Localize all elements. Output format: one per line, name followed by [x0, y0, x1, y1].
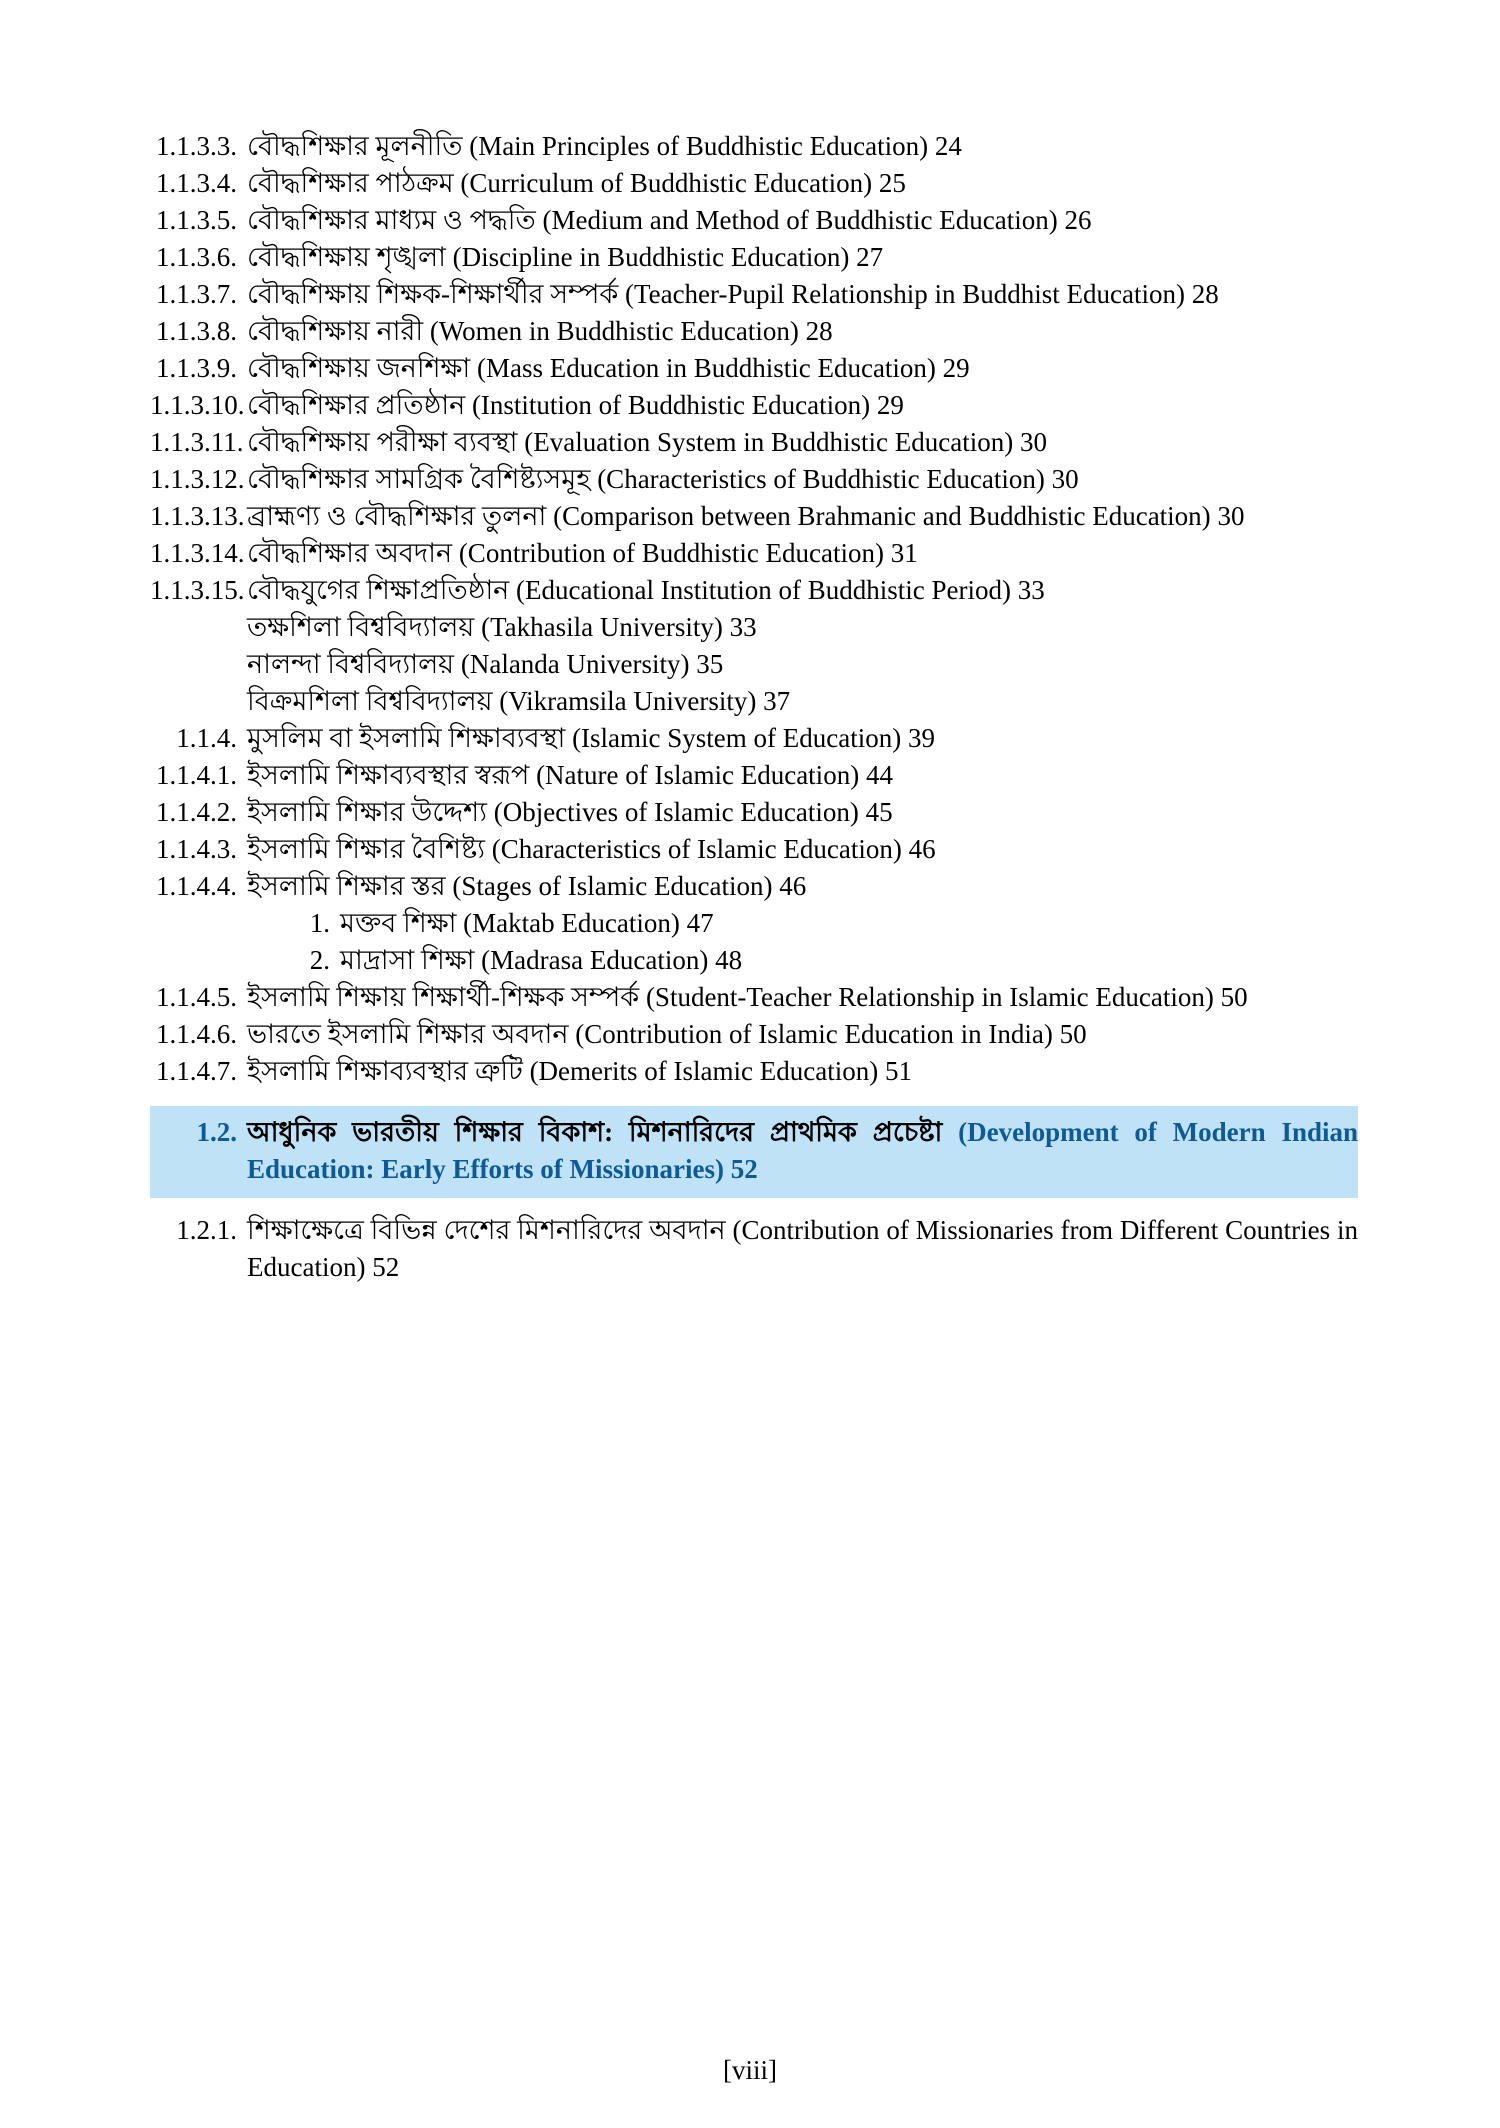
- toc-entry-page-ref: 29: [935, 352, 970, 383]
- toc-entry-number: 1.1.3.3.: [156, 131, 237, 161]
- toc-entry: [150, 683, 1358, 720]
- toc-entry-title-english: (Stages of Islamic Education): [445, 870, 773, 901]
- toc-entry-page-ref: 52: [723, 1153, 758, 1184]
- toc-entry-page-ref: 50: [1213, 981, 1248, 1012]
- toc-entry-number: 1.1.4.4.: [156, 870, 237, 901]
- toc-entry-title-bengali: বৌদ্ধশিক্ষার সামগ্রিক বৈশিষ্ট্যসমূহ: [247, 463, 591, 494]
- toc-entry-title-bengali: বৌদ্ধশিক্ষায় শিক্ষক-শিক্ষার্থীর সম্পর্ক: [247, 278, 619, 309]
- toc-entry-page-ref: 35: [689, 648, 724, 679]
- toc-entry: [150, 572, 1358, 609]
- toc-entry-number: 1.2.: [196, 1116, 237, 1147]
- toc-entry: [150, 202, 1358, 239]
- toc-entry-title-bengali: ভারতে ইসলামি শিক্ষার অবদান: [247, 1018, 569, 1049]
- toc-entry-page-ref: 31: [884, 537, 918, 568]
- toc-entry-title-bengali: বৌদ্ধযুগের শিক্ষাপ্রতিষ্ঠান: [247, 574, 510, 605]
- toc-entry: [150, 1016, 1358, 1053]
- toc-entry-title-bengali: বৌদ্ধশিক্ষায় নারী: [247, 315, 424, 346]
- toc-entry-title-bengali: বৌদ্ধশিক্ষার পাঠক্রম: [247, 167, 454, 198]
- toc-entry-title-english: (Contribution of Missionaries from Different Countries in Education): [247, 1214, 1358, 1282]
- toc-entry-number: 1.1.4.6.: [156, 1018, 237, 1049]
- toc-entry: [150, 350, 1358, 387]
- toc-entry: [150, 128, 1358, 165]
- toc-entry-title-bengali: মুসলিম বা ইসলামি শিক্ষাব্যবস্থা: [247, 722, 566, 753]
- toc-entry-title-bengali: ব্রাহ্মণ্য ও বৌদ্ধশিক্ষার তুলনা: [247, 500, 547, 531]
- toc-entry: [150, 794, 1358, 831]
- toc-entry-title-bengali: বৌদ্ধশিক্ষার মূলনীতি: [247, 131, 463, 161]
- toc-entry-title-english: (Nalanda University): [454, 648, 690, 679]
- toc-entry-page-ref: 24: [928, 131, 962, 161]
- toc-entry-title-english: (Vikramsila University): [492, 685, 757, 716]
- toc-entry: [150, 165, 1358, 202]
- toc-entry-page-ref: 52: [365, 1251, 400, 1282]
- page-number-footer: [viii]: [723, 2055, 777, 2085]
- toc-entry-title-bengali: বৌদ্ধশিক্ষায় শৃঙ্খলা: [247, 241, 446, 272]
- toc-entry-number: 1.1.4.7.: [156, 1055, 237, 1086]
- toc-entry: [150, 313, 1358, 350]
- toc-entry-title-english: (Evaluation System in Buddhistic Education): [517, 426, 1014, 457]
- toc-entry-title-bengali: শিক্ষাক্ষেত্রে বিভিন্ন দেশের মিশনারিদের অবদান: [247, 1214, 726, 1245]
- toc-entry-page-ref: 33: [1010, 574, 1045, 605]
- toc-entry: [150, 609, 1358, 646]
- toc-entry-title-english: (Characteristics of Islamic Education): [484, 833, 902, 864]
- toc-entry-title-english: (Objectives of Islamic Education): [486, 796, 859, 827]
- toc-entry-title-bengali: বিক্রমশিলা বিশ্ববিদ্যালয়: [247, 685, 493, 716]
- toc-entry-title-english: (Madrasa Education): [474, 944, 709, 975]
- toc-entry-number: 1.1.3.4.: [156, 167, 237, 198]
- toc-entry: [150, 1053, 1358, 1090]
- toc-entry-number: 1.1.3.13.: [150, 500, 245, 531]
- toc-entry-page-ref: 30: [1044, 463, 1079, 494]
- toc-entry-number: 1.1.3.7.: [156, 278, 237, 309]
- toc-entry: [150, 942, 1358, 979]
- toc-entry-number: 1.1.3.6.: [156, 241, 237, 272]
- toc-entry: [150, 239, 1358, 276]
- toc-entry-title-english: (Contribution of Buddhistic Education): [452, 537, 885, 568]
- toc-entry-title-english: (Demerits of Islamic Education): [522, 1055, 879, 1086]
- toc-entry-number: 1.1.4.: [176, 722, 237, 753]
- toc-entry-number: 1.2.1.: [176, 1214, 237, 1245]
- toc-entry-number: 1.1.4.5.: [156, 981, 237, 1012]
- toc-entry-title-english: (Nature of Islamic Education): [529, 759, 860, 790]
- toc-entry-number: 1.: [309, 907, 330, 938]
- toc-entry-title-bengali: তক্ষশিলা বিশ্ববিদ্যালয়: [247, 611, 475, 642]
- toc-entry-title-english: (Discipline in Buddhistic Education): [445, 241, 850, 272]
- toc-entry: [150, 831, 1358, 868]
- toc-entry: [150, 535, 1358, 572]
- toc-entry: [150, 276, 1358, 313]
- toc-entry-title-english: (Islamic System of Education): [565, 722, 902, 753]
- toc-entry-page-ref: 51: [878, 1055, 912, 1086]
- toc-entry-number: 2.: [309, 944, 330, 975]
- toc-entry: [150, 720, 1358, 757]
- toc-entry-page-ref: 30: [1210, 500, 1245, 531]
- toc-entry-title-bengali: ইসলামি শিক্ষার স্তর: [247, 870, 446, 901]
- toc-entry: [150, 905, 1358, 942]
- toc-entry-title-bengali: মাদ্রাসা শিক্ষা: [340, 944, 475, 975]
- toc-entry-title-bengali: ইসলামি শিক্ষাব্যবস্থার ত্রুটি: [247, 1055, 523, 1086]
- toc-list: [150, 128, 1358, 1286]
- toc-entry-title-bengali: মক্তব শিক্ষা: [340, 907, 457, 938]
- toc-entry: [150, 979, 1358, 1016]
- toc-entry: [150, 646, 1358, 683]
- toc-entry-number: 1.1.3.11.: [150, 426, 244, 457]
- toc-entry-title-english: (Takhasila University): [474, 611, 723, 642]
- toc-entry-title-english: (Main Principles of Buddhistic Education): [462, 131, 929, 161]
- toc-entry-page-ref: 30: [1013, 426, 1047, 457]
- toc-entry-title-english: (Medium and Method of Buddhistic Education): [535, 204, 1058, 235]
- toc-entry-title-bengali: বৌদ্ধশিক্ষার প্রতিষ্ঠান: [247, 389, 466, 420]
- toc-entry-number: 1.1.3.9.: [156, 352, 237, 383]
- toc-entry-page-ref: 33: [722, 611, 757, 642]
- toc-entry-number: 1.1.3.14.: [150, 537, 245, 568]
- toc-entry-page-ref: 45: [858, 796, 893, 827]
- toc-entry-title-bengali: বৌদ্ধশিক্ষার মাধ্যম ও পদ্ধতি: [247, 204, 536, 235]
- toc-entry: [150, 1212, 1358, 1286]
- toc-entry-page-ref: 39: [901, 722, 935, 753]
- toc-entry-page-ref: 47: [679, 907, 714, 938]
- toc-entry-page-ref: 50: [1052, 1018, 1087, 1049]
- toc-entry-title-bengali: ইসলামি শিক্ষাব্যবস্থার স্বরূপ: [247, 759, 530, 790]
- toc-entry: [150, 387, 1358, 424]
- toc-entry-title-english: (Characteristics of Buddhistic Education): [590, 463, 1045, 494]
- toc-entry-title-english: (Mass Education in Buddhistic Education): [470, 352, 936, 383]
- toc-entry-title-bengali: বৌদ্ধশিক্ষার অবদান: [247, 537, 453, 568]
- toc-entry-title-bengali: বৌদ্ধশিক্ষায় পরীক্ষা ব্যবস্থা: [247, 426, 518, 457]
- toc-entry-title-english: (Student-Teacher Relationship in Islamic Education): [639, 981, 1214, 1012]
- toc-entry-page-ref: 27: [849, 241, 884, 272]
- toc-entry-number: 1.1.3.8.: [156, 315, 237, 346]
- toc-entry-title-english: (Educational Institution of Buddhistic Period): [509, 574, 1011, 605]
- toc-entry-title-bengali: বৌদ্ধশিক্ষায় জনশিক্ষা: [247, 352, 471, 383]
- toc-entry-title-bengali: ইসলামি শিক্ষার উদ্দেশ্য: [247, 796, 487, 827]
- toc-entry-page-ref: 46: [772, 870, 807, 901]
- toc-entry-number: 1.1.4.3.: [156, 833, 237, 864]
- toc-entry-number: 1.1.4.1.: [156, 759, 237, 790]
- toc-entry-title-english: (Comparison between Brahmanic and Buddhistic Education): [546, 500, 1211, 531]
- toc-entry-number: 1.1.3.5.: [156, 204, 237, 235]
- toc-entry-page-ref: 29: [870, 389, 904, 420]
- toc-entry-page-ref: 48: [708, 944, 743, 975]
- toc-entry-title-english: (Women in Buddhistic Education): [423, 315, 799, 346]
- toc-entry-title-bengali: আধুনিক ভারতীয় শিক্ষার বিকাশ: মিশনারিদের প্রাথমিক প্রচেষ্টা: [247, 1116, 943, 1147]
- toc-entry-title-english: (Institution of Buddhistic Education): [465, 389, 871, 420]
- toc-entry: [150, 424, 1358, 461]
- toc-entry-title-bengali: নালন্দা বিশ্ববিদ্যালয়: [247, 648, 455, 679]
- toc-entry-number: 1.1.3.15.: [150, 574, 245, 605]
- toc-entry-page-ref: 46: [901, 833, 936, 864]
- toc-entry-number: 1.1.4.2.: [156, 796, 237, 827]
- toc-entry-title-english: (Development of Modern Indian Education: Early Efforts of Missionaries): [247, 1116, 1359, 1184]
- toc-entry-number: 1.1.3.12.: [150, 463, 245, 494]
- toc-entry-page-ref: 44: [859, 759, 893, 790]
- toc-entry-number: 1.1.3.10.: [150, 389, 245, 420]
- toc-entry: [150, 1106, 1358, 1198]
- toc-entry: [150, 757, 1358, 794]
- toc-entry-title-english: (Maktab Education): [456, 907, 680, 938]
- toc-entry-title-english: (Curriculum of Buddhistic Education): [453, 167, 873, 198]
- toc-entry-page-ref: 37: [756, 685, 791, 716]
- toc-entry: [150, 498, 1358, 535]
- toc-entry-page-ref: 28: [1184, 278, 1219, 309]
- toc-entry-title-english: (Contribution of Islamic Education in India): [568, 1018, 1053, 1049]
- toc-entry-title-bengali: ইসলামি শিক্ষার বৈশিষ্ট্য: [247, 833, 485, 864]
- toc-entry: [150, 868, 1358, 905]
- toc-entry-page-ref: 25: [872, 167, 906, 198]
- toc-entry: [150, 461, 1358, 498]
- toc-entry-page-ref: 26: [1057, 204, 1092, 235]
- toc-entry-title-bengali: ইসলামি শিক্ষায় শিক্ষার্থী-শিক্ষক সম্পর্ক: [247, 981, 640, 1012]
- toc-entry-title-english: (Teacher-Pupil Relationship in Buddhist Education): [618, 278, 1185, 309]
- toc-entry-page-ref: 28: [798, 315, 833, 346]
